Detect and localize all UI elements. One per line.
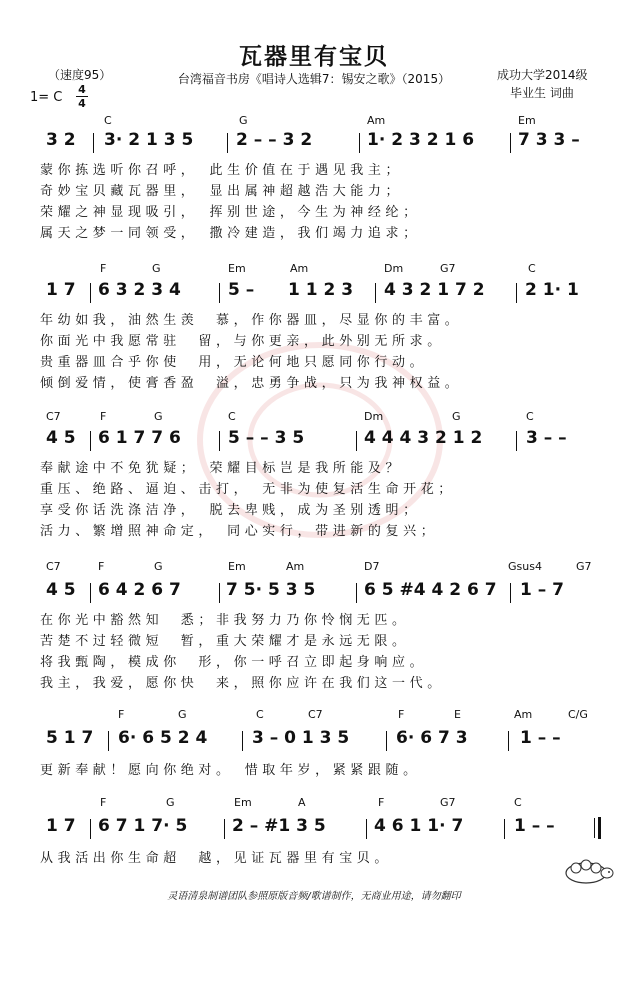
bar-line [90, 283, 91, 303]
chord-symbol: Dm [384, 262, 404, 275]
chord-symbol: F [100, 262, 107, 275]
measure-notes: 6· 6 5 2 4 [118, 728, 208, 748]
chord-symbol: C [104, 114, 112, 127]
chord-symbol: G [152, 262, 161, 275]
chord-symbol: C [528, 262, 536, 275]
chord-symbol: Am [514, 708, 533, 721]
measure-notes: 6 4 2 6 7 [98, 580, 181, 600]
notation-row-4 [0, 580, 628, 606]
measure-notes: 5 1 7 [46, 728, 94, 748]
song-title: 瓦器里有宝贝 [239, 44, 389, 70]
measure-notes: 6 3 2 3 4 [98, 280, 181, 300]
chord-symbol: Em [518, 114, 536, 127]
lyrics-block-3 [40, 458, 610, 542]
lyric-line: 苦楚不过轻微短 暂，重大荣耀才是永远无限。 [40, 634, 410, 649]
measure-notes: 6 7 1 7· 5 [98, 816, 188, 836]
measure-notes: 1 7 [46, 280, 76, 300]
measure-notes: 2 1· 1 [525, 280, 579, 300]
final-bar-thick [598, 817, 601, 839]
measure-notes: 4 5 [46, 428, 76, 448]
bar-line [224, 819, 225, 839]
bar-line [386, 731, 387, 751]
chord-row-2 [0, 262, 628, 276]
lyrics-block-2 [40, 310, 610, 394]
chord-symbol: Em [228, 262, 246, 275]
measure-notes: 6· 6 7 3 [396, 728, 468, 748]
chord-symbol: Am [290, 262, 309, 275]
measure-notes: 1 – 7 [520, 580, 564, 600]
measure-notes: 1 1 2 3 [288, 280, 354, 300]
time-signature-bottom: 4 [78, 97, 86, 110]
lyric-line: 荣耀之神显现吸引， 挥别世途，今生为神经纶； [40, 205, 421, 220]
bar-line [219, 431, 220, 451]
chord-symbol: Dm [364, 410, 384, 423]
bar-line [219, 583, 220, 603]
measure-notes: 5 – – 3 5 [228, 428, 305, 448]
notation-row-3 [0, 428, 628, 454]
bar-line [242, 731, 243, 751]
measure-notes: 2 – – 3 2 [236, 130, 313, 150]
chord-symbol: F [378, 796, 385, 809]
bar-line [359, 133, 360, 153]
credit-line-1: 成功大学2014级 [497, 68, 588, 82]
chord-symbol: G7 [576, 560, 592, 573]
bar-line [108, 731, 109, 751]
chord-symbol: C [228, 410, 236, 423]
lyric-line: 活力、繁增照神命定， 同心实行，带进新的复兴； [40, 524, 439, 539]
lyric-line: 贵重器皿合乎你使 用，无论何地只愿同你行动。 [40, 355, 428, 370]
bar-line [510, 583, 511, 603]
chord-symbol: Em [234, 796, 252, 809]
notation-row-1 [0, 130, 628, 156]
measure-notes: 6 5 #4 4 2 6 7 [364, 580, 497, 600]
bar-line [90, 431, 91, 451]
chord-symbol: C [526, 410, 534, 423]
lyric-line: 在你光中豁然知 悉；非我努力乃你怜悯无匹。 [40, 613, 410, 628]
chord-symbol: C [256, 708, 264, 721]
lyrics-block-5 [40, 760, 610, 781]
measure-notes: 7 3 3 – [518, 130, 580, 150]
chord-symbol: G [452, 410, 461, 423]
lyric-line: 属天之梦一同领受， 撒冷建造，我们竭力追求； [40, 226, 421, 241]
bar-line [516, 431, 517, 451]
chord-symbol: G [178, 708, 187, 721]
chord-symbol: G [239, 114, 248, 127]
measure-notes: 7 5· 5 3 5 [226, 580, 316, 600]
measure-notes: 1 7 [46, 816, 76, 836]
chord-symbol: C7 [46, 560, 61, 573]
measure-notes: 4 4 4 3 2 1 2 [364, 428, 483, 448]
measure-notes: 3 2 [46, 130, 76, 150]
measure-notes: 6 1 7 7 6 [98, 428, 181, 448]
chord-symbol: G [166, 796, 175, 809]
measure-notes: 1 – – [520, 728, 561, 748]
chord-symbol: F [100, 410, 107, 423]
lyric-line: 奇妙宝贝藏瓦器里， 显出属神超越浩大能力； [40, 184, 404, 199]
chord-symbol: F [98, 560, 105, 573]
lyric-line: 更新奉献！愿向你绝对。 惜取年岁，紧紧跟随。 [40, 763, 421, 778]
chord-symbol: F [118, 708, 125, 721]
bar-line [375, 283, 376, 303]
bar-line [510, 133, 511, 153]
measure-notes: 3 – – [526, 428, 567, 448]
credit-line-2: 毕业生 词曲 [510, 86, 574, 100]
measure-notes: 3 – 0 1 3 5 [252, 728, 350, 748]
chord-symbol: C/G [568, 708, 588, 721]
chord-symbol: Am [367, 114, 386, 127]
chord-symbol: E [454, 708, 461, 721]
lyric-line: 享受你话洗涤洁净， 脱去卑贱，成为圣别透明； [40, 503, 421, 518]
time-signature-top: 4 [78, 83, 86, 96]
bar-line [504, 819, 505, 839]
lyric-line: 倾倒爱情，使膏香盈 溢，忠勇争战，只为我神权益。 [40, 376, 463, 391]
chord-row-3 [0, 410, 628, 424]
bar-line [90, 583, 91, 603]
measure-notes: 4 5 [46, 580, 76, 600]
footer-note: 灵语清泉制谱团队参照原版音频/歌谱制作，无商业用途，请勿翻印 [167, 891, 461, 902]
measure-notes: 4 6 1 1· 7 [374, 816, 464, 836]
chord-symbol: C7 [308, 708, 323, 721]
sheep-mascot-icon [560, 856, 616, 886]
chord-row-6 [0, 796, 628, 810]
chord-symbol: A [298, 796, 306, 809]
chord-symbol: C7 [46, 410, 61, 423]
chord-symbol: G [154, 410, 163, 423]
chord-symbol: F [398, 708, 405, 721]
chord-symbol: Em [228, 560, 246, 573]
key-signature: 1= C [30, 90, 63, 105]
chord-symbol: C [514, 796, 522, 809]
chord-row-5 [0, 708, 628, 722]
chord-symbol: F [100, 796, 107, 809]
bar-line [508, 731, 509, 751]
lyrics-block-4 [40, 610, 610, 694]
notation-row-5 [0, 728, 628, 754]
measure-notes: 1· 2 3 2 1 6 [367, 130, 475, 150]
chord-row-1 [0, 114, 628, 128]
lyric-line: 重压、绝路、逼迫、击打， 无非为使复活生命开花； [40, 482, 456, 497]
bar-line [90, 819, 91, 839]
final-bar-thin [594, 818, 595, 838]
bar-line [356, 431, 357, 451]
measure-notes: 2 – #1 3 5 [232, 816, 326, 836]
bar-line [366, 819, 367, 839]
lyric-line: 奉献途中不免犹疑； 荣耀目标岂是我所能及？ [40, 461, 404, 476]
lyric-line: 蒙你拣选听你召呼， 此生价值在于遇见我主； [40, 163, 404, 178]
measure-notes: 1 – – [514, 816, 555, 836]
chord-symbol: G [154, 560, 163, 573]
chord-symbol: G7 [440, 262, 456, 275]
lyric-line: 年幼如我，油然生羡 慕，作你器皿，尽显你的丰富。 [40, 313, 463, 328]
notation-row-2 [0, 280, 628, 306]
chord-symbol: D7 [364, 560, 380, 573]
lyric-line: 你面光中我愿常驻 留，与你更亲，此外别无所求。 [40, 334, 445, 349]
bar-line [219, 283, 220, 303]
measure-notes: 4 3 2 1 7 2 [384, 280, 485, 300]
chord-row-4 [0, 560, 628, 574]
lyric-line: 我主，我爱，愿你快 来，照你应许在我们这一代。 [40, 676, 445, 691]
measure-notes: 3· 2 1 3 5 [104, 130, 194, 150]
lyrics-block-1 [40, 160, 610, 244]
notation-row-6 [0, 816, 628, 842]
tempo-marking: （速度95） [48, 68, 112, 82]
measure-notes: 5 – [228, 280, 255, 300]
bar-line [227, 133, 228, 153]
bar-line [356, 583, 357, 603]
lyric-line: 从我活出你生命超 越，见证瓦器里有宝贝。 [40, 851, 393, 866]
source-line: 台湾福音书房《唱诗人选辑7：锡安之歌》（2015） [177, 72, 451, 86]
chord-symbol: G7 [440, 796, 456, 809]
bar-line [516, 283, 517, 303]
chord-symbol: Gsus4 [508, 560, 542, 573]
lyrics-block-6 [40, 848, 610, 869]
chord-symbol: Am [286, 560, 305, 573]
lyric-line: 将我甄陶，模成你 形，你一呼召立即起身响应。 [40, 655, 428, 670]
bar-line [93, 133, 94, 153]
time-signature [76, 84, 88, 109]
